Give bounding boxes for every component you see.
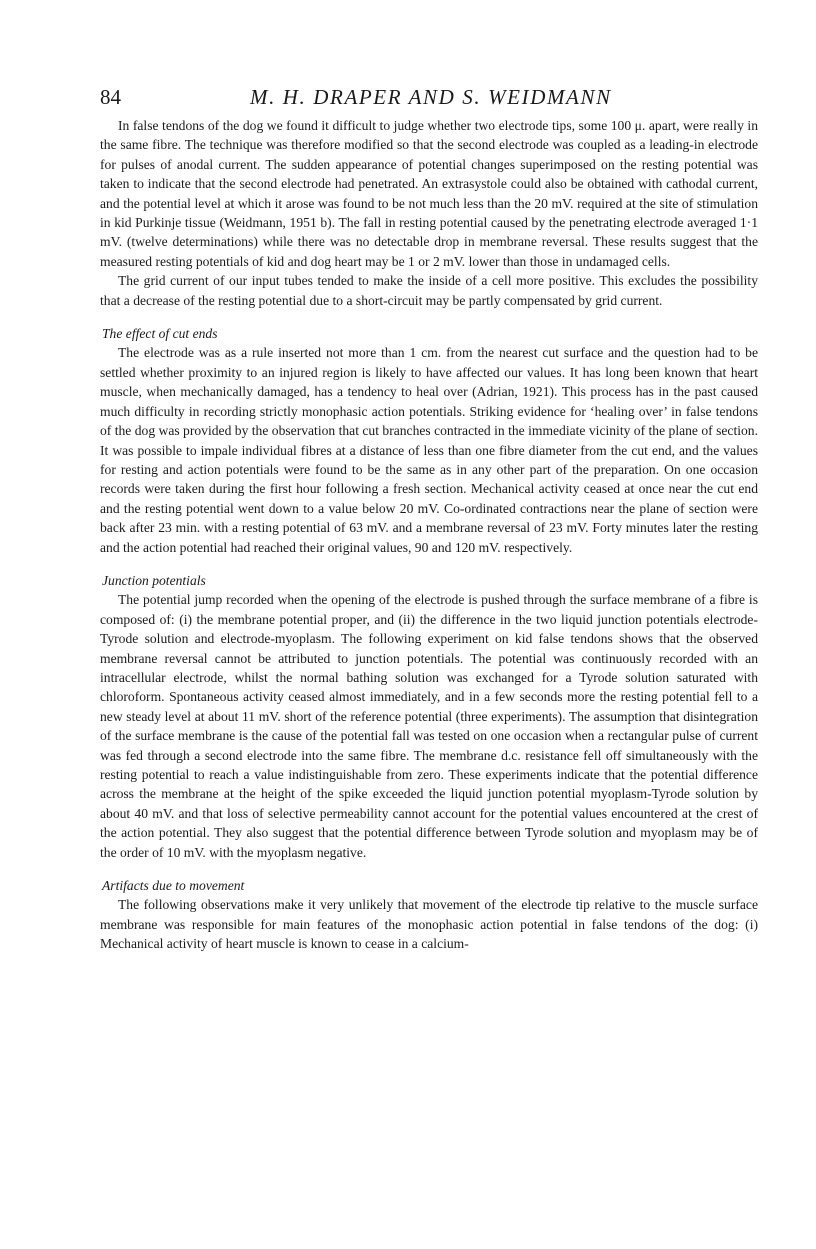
section-cut-ends [100,324,758,557]
running-head-authors: M. H. DRAPER AND S. WEIDMANN [250,85,612,109]
section-paragraph-junction-potentials-1: The potential jump recorded when the opening of the electrode is pushed through the surface membrane of a fibre is composed of: (i) the membrane potential proper, and (ii) the difference in the two liquid junction potentials electrode-Tyrode solution and electrode-myoplasm. The following experiment on kid false tendons shows that the observed membrane reversal cannot be attributed to junction potentials. The potential was continuously recorded with an intracellular electrode, whilst the normal bathing solution was exchanged for a Tyrode solution saturated with chloroform. Spontaneous activity ceased almost immediately, and in a few seconds more the resting potential fell to a new steady level at about 11 mV. short of the reference potential (three experiments). The assumption that disintegration of the surface membrane is the cause of the potential fall was tested on one occasion when a rectangular pulse of current was fed through a second electrode into the same fibre. The membrane d.c. resistance fell off simultaneously with the resting potential to reach a value indistinguishable from zero. These experiments indicate that the potential difference across the membrane at the height of the spike exceeded the liquid junction potential myoplasm-Tyrode solution by about 40 mV. and that loss of selective permeability cannot account for the potential values encountered at the crest of the action potential. They also suggest that the potential difference between Tyrode solution and myoplasm may be of the order of 10 mV. with the myoplasm negative. [100,592,758,860]
intro-block [100,116,758,310]
section-junction-potentials [100,571,758,862]
running-head [100,84,758,114]
section-paragraph-artifacts-1: The following observations make it very unlikely that movement of the electrode tip relative to the muscle surface membrane was responsible for main features of the monophasic action potential in false tendons of the dog: (i) Mechanical activity of heart muscle is known to cease in a calcium- [100,897,758,952]
section-heading-artifacts: Artifacts due to movement [102,878,245,894]
section-paragraph-cut-ends-1: The electrode was as a rule inserted not more than 1 cm. from the nearest cut surface and the question had to be settled whether proximity to an injured region is likely to have affected our values. It has long been known that heart muscle, when mechanically damaged, has a tendency to heal over (Adrian, 1921). This process has in the past caused much difficulty in recording strictly monophasic action potentials. Striking evidence for ‘healing over’ in false tendons of the dog was provided by the observation that cut branches contracted in the immediate vicinity of the plane of section. It was possible to impale individual fibres at a distance of less than one fibre diameter from the cut end, and the values for resting and action potentials were found to be the same as in any other part of the preparation. On one occasion records were taken during the first hour following a fresh section. Mechanical activity ceased at once near the cut end and the resting potential went down to a value below 20 mV. Co-ordinated contractions near the plane of section were back after 23 min. with a resting potential of 63 mV. and a membrane reversal of 23 mV. Forty minutes later the resting and the action potential had reached their original values, 90 and 120 mV. respectively. [100,345,758,555]
section-heading-cut-ends: The effect of cut ends [102,326,218,342]
section-heading-junction-potentials: Junction potentials [102,572,206,588]
section-artifacts [100,876,758,954]
intro-paragraph-1: In false tendons of the dog we found it difficult to judge whether two electrode tips, some 100 μ. apart, were really in the same fibre. The technique was therefore modified so that the second electrode was coupled as a leading-in electrode for pulses of anodal current. The sudden appearance of potential changes superimposed on the resting potential was taken to indicate that the second electrode had penetrated. An extrasystole could also be obtained with cathodal current, and the potential level at which it arose was found to be not much less than the 20 mV. required at the site of stimulation in kid Purkinje tissue (Weidmann, 1951 b). The fall in resting potential caused by the penetrating electrode averaged 1·1 mV. (twelve determinations) while there was no detectable drop in membrane reversal. These results suggest that the measured resting potentials of kid and dog heart may be 1 or 2 mV. lower than those in undamaged cells. [100,118,758,269]
intro-paragraph-2: The grid current of our input tubes tended to make the inside of a cell more positive. This excludes the possibility that a decrease of the resting potential due to a short-circuit may be partly compensated by grid current. [100,273,758,308]
page-number: 84 [100,85,121,109]
